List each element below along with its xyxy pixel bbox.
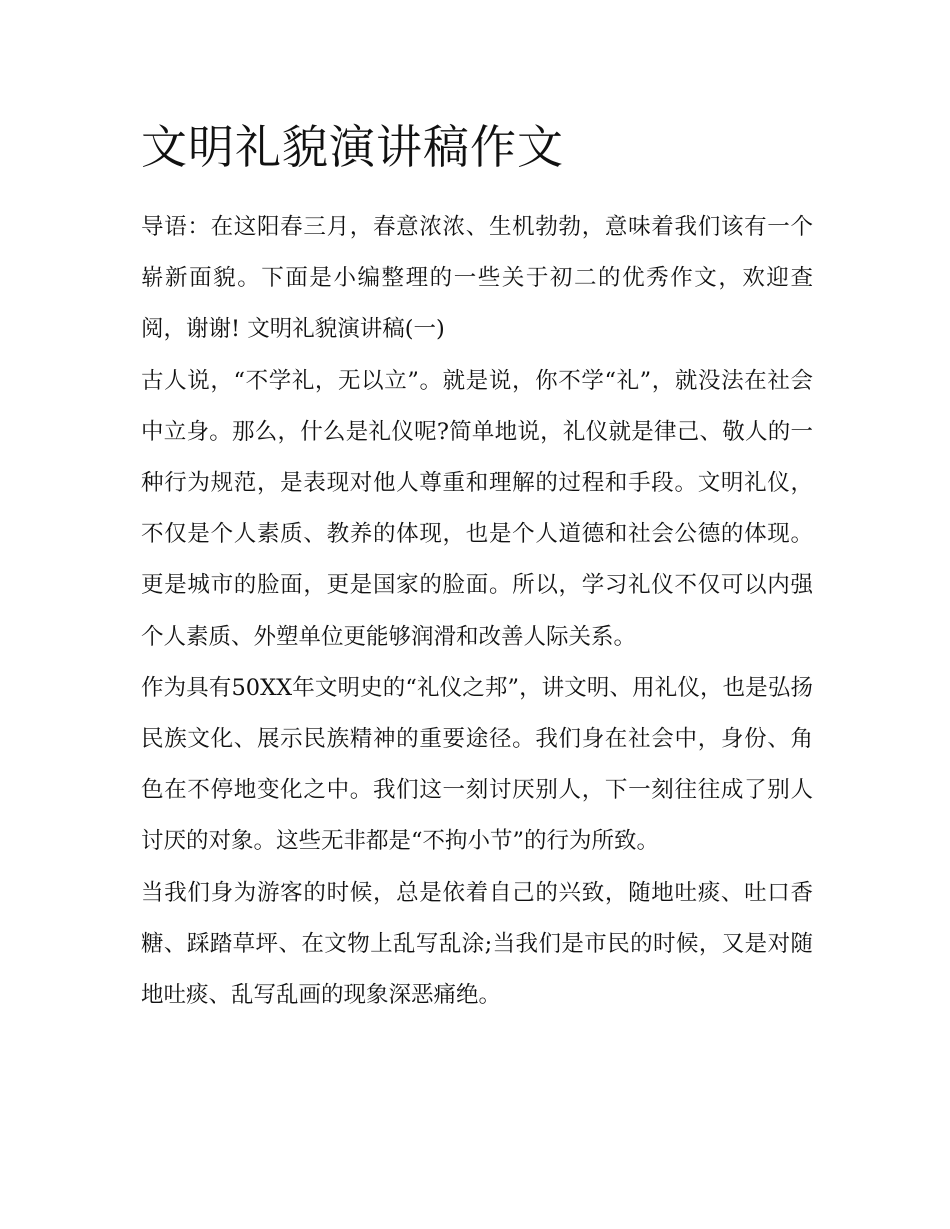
document-body <box>141 112 813 1021</box>
paragraph-intro: 导语：在这阳春三月，春意浓浓、生机勃勃，意味着我们该有一个崭新面貌。下面是小编整理的一些关于初二的优秀作文，欢迎查阅，谢谢! 文明礼貌演讲稿(一) <box>141 214 813 343</box>
paragraph-etiquette-definition: 古人说，“不学礼，无以立”。就是说，你不学“礼”，就没法在社会中立身。那么，什么是礼仪呢?简单地说，礼仪就是律己、敬人的一种行为规范，是表现对他人尊重和理解的过程和手段。文明礼仪，不仅是个人素质、教养的体现，也是个人道德和社会公德的体现。更是城市的脸面，更是国家的脸面。所以，学习礼仪不仅可以内强个人素质、外塑单位更能够润滑和改善人际关系。 <box>141 367 813 650</box>
paragraph-tourist-behavior: 当我们身为游客的时候，总是依着自己的兴致，随地吐痰、吐口香糖、踩踏草坪、在文物上乱写乱涂;当我们是市民的时候，又是对随地吐痰、乱写乱画的现象深恶痛绝。 <box>141 879 813 1009</box>
document-title: 文明礼貌演讲稿作文 <box>141 120 564 174</box>
paragraph-etiquette-nation: 作为具有50XX年文明史的“礼仪之邦”，讲文明、用礼仪，也是弘扬民族文化、展示民族精神的重要途径。我们身在社会中，身份、角色在不停地变化之中。我们这一刻讨厌别人，下一刻往往成了别人讨厌的对象。这些无非都是“不拘小节”的行为所致。 <box>141 674 813 855</box>
